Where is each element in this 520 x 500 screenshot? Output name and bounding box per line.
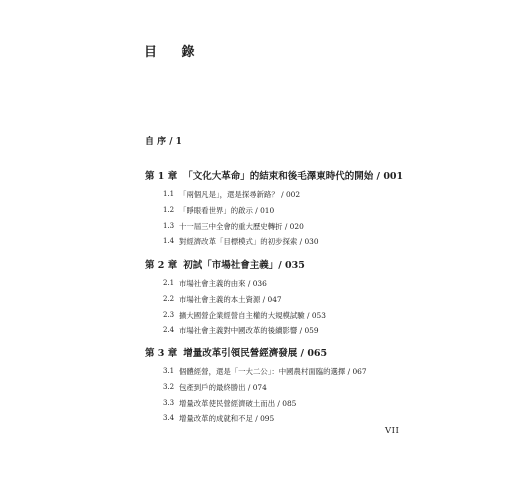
section-list xyxy=(145,366,445,429)
section-entry[interactable] xyxy=(145,205,445,221)
section-entry[interactable] xyxy=(145,236,445,252)
chapter-number: 第 2 章 xyxy=(145,260,178,271)
section-title: 對經濟改革「目標模式」的初步探索 / 030 xyxy=(179,237,319,247)
section-entry[interactable] xyxy=(145,221,445,237)
section-title: 十一屆三中全會的重大歷史轉折 / 020 xyxy=(179,221,304,231)
section-entry[interactable] xyxy=(145,310,445,326)
section-number: 3.3 xyxy=(163,398,175,407)
section-list xyxy=(145,278,445,341)
section-number: 1.4 xyxy=(163,237,175,246)
section-title: 增量改革的成就和不足 / 095 xyxy=(179,414,275,424)
section-number: 3.4 xyxy=(163,414,175,423)
section-entry[interactable] xyxy=(145,398,445,414)
chapter-title: 初試「市場社會主義」/ 035 xyxy=(183,260,305,271)
section-title: 個體經營，還是「一大二公」：中國農村面臨的選擇 / 067 xyxy=(179,367,367,376)
section-title: 市場社會主義對中國改革的後續影響 / 059 xyxy=(179,326,319,336)
section-title: 增量改革使民營經濟破土而出 / 085 xyxy=(179,398,297,408)
section-entry[interactable] xyxy=(145,382,445,398)
section-entry[interactable] xyxy=(145,278,445,294)
page-number: VII xyxy=(385,426,400,436)
section-title: 市場社會主義的本土資源 / 047 xyxy=(179,294,282,304)
section-number: 1.2 xyxy=(163,205,175,214)
section-number: 2.3 xyxy=(163,310,175,319)
section-title: 市場社會主義的由來 / 036 xyxy=(179,279,267,288)
chapter-number: 第 1 章 xyxy=(145,171,178,182)
section-number: 2.1 xyxy=(163,279,175,287)
chapter-heading[interactable] xyxy=(145,348,445,360)
preface-entry[interactable]: 自 序 / 1 xyxy=(145,137,182,147)
chapter-title: 增量改革引領民營經濟發展 / 065 xyxy=(183,348,328,359)
chapter-1 xyxy=(145,171,445,246)
section-number: 2.4 xyxy=(163,326,175,335)
section-entry[interactable] xyxy=(145,325,445,341)
chapter-heading[interactable] xyxy=(145,260,445,272)
chapter-heading[interactable] xyxy=(145,171,445,183)
section-list xyxy=(145,189,445,252)
section-number: 3.1 xyxy=(163,367,175,375)
section-entry[interactable] xyxy=(145,189,445,205)
section-entry[interactable] xyxy=(145,294,445,310)
section-title: 包產到戶的最終勝出 / 074 xyxy=(179,382,267,392)
chapter-3 xyxy=(145,348,445,423)
section-entry[interactable] xyxy=(145,413,445,429)
chapter-number: 第 3 章 xyxy=(145,348,178,359)
chapter-2 xyxy=(145,260,445,335)
section-number: 1.3 xyxy=(163,221,175,230)
section-number: 3.2 xyxy=(163,382,175,391)
section-title: 「睜眼看世界」的啟示 / 010 xyxy=(179,205,275,215)
section-title: 「兩個凡是」，還是探尋新路？ / 002 xyxy=(179,190,301,199)
page-title: 目 錄 xyxy=(144,45,205,60)
section-entry[interactable] xyxy=(145,366,445,382)
section-title: 擴大國營企業經營自主權的大規模試驗 / 053 xyxy=(179,310,326,320)
chapter-title: 「文化大革命」的結束和後毛澤東時代的開始 / 001 xyxy=(183,171,404,182)
section-number: 2.2 xyxy=(163,294,175,303)
section-number: 1.1 xyxy=(163,190,175,198)
